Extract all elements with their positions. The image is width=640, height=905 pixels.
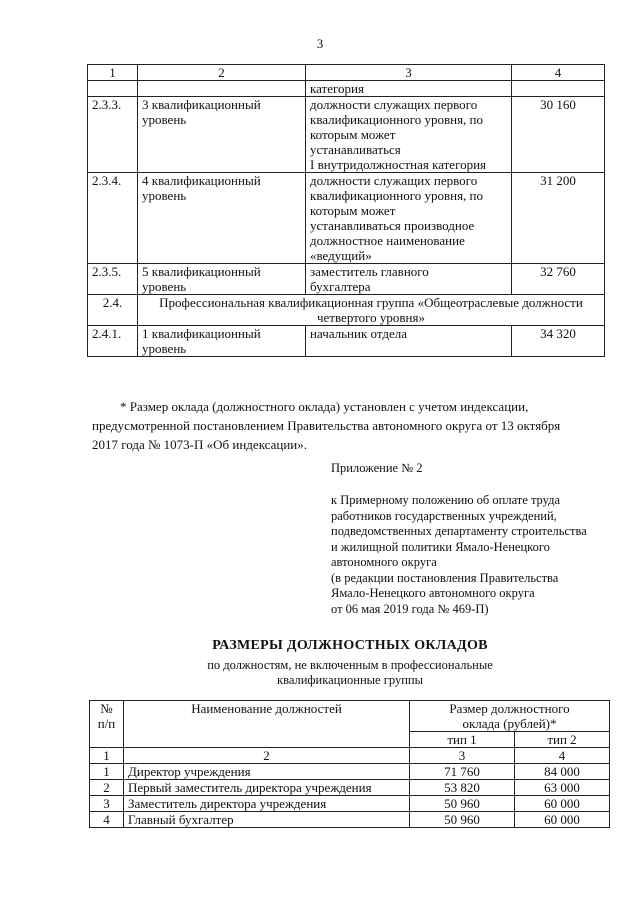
salary-type-2: 60 000 <box>515 812 610 828</box>
text-line: категория <box>310 81 364 96</box>
header-cell: 4 <box>512 65 605 81</box>
position-name: Главный бухгалтер <box>124 812 410 828</box>
salary-type-1: 50 960 <box>410 812 515 828</box>
text-line: которым может <box>310 127 396 142</box>
text-line: четвертого уровня» <box>317 310 425 325</box>
text-line: 1 квалификационный <box>142 326 261 341</box>
salary-type-2: 63 000 <box>515 780 610 796</box>
table-row <box>88 173 605 264</box>
group-row <box>88 295 605 326</box>
salary-value <box>512 81 605 97</box>
text-line: должности служащих первого <box>310 97 478 112</box>
row-number: 2.4.1. <box>88 326 138 357</box>
salary-value: 30 160 <box>512 97 605 173</box>
qualification-level <box>138 326 306 357</box>
appendix-line: от 06 мая 2019 года № 469-П) <box>331 601 489 616</box>
text-line: должностное наименование <box>310 233 465 248</box>
qualification-level <box>138 264 306 295</box>
row-number <box>88 81 138 97</box>
salary-type-1: 53 820 <box>410 780 515 796</box>
appendix-line: и жилищной политики Ямало-Ненецкого <box>331 539 550 554</box>
group-title <box>138 295 605 326</box>
row-number: 2.3.4. <box>88 173 138 264</box>
appendix-title: Приложение № 2 <box>331 461 423 475</box>
position-description <box>306 326 512 357</box>
subtitle-line: квалификационные группы <box>277 673 423 687</box>
position-description <box>306 81 512 97</box>
salary-type-2: 84 000 <box>515 764 610 780</box>
appendix-line: к Примерному положению об оплате труда <box>331 493 561 507</box>
column-number: 3 <box>410 748 515 764</box>
column-number-row <box>90 748 610 764</box>
text-line: уровень <box>142 279 187 294</box>
column-number: 4 <box>515 748 610 764</box>
group-number: 2.4. <box>88 295 138 326</box>
text-line: Профессиональная квалификационная группа «Общеотраслевые должности <box>159 295 583 310</box>
appendix-line: работников государственных учреждений, <box>331 508 557 523</box>
position-name: Заместитель директора учреждения <box>124 796 410 812</box>
page-number: 3 <box>316 36 324 51</box>
text-line: 3 квалификационный <box>142 97 261 112</box>
header-cell: 1 <box>88 65 138 81</box>
text-line: п/п <box>97 716 116 731</box>
table-header-row <box>88 65 605 81</box>
text-line: устанавливаться производное <box>310 218 475 233</box>
table-header-row <box>90 701 610 732</box>
header-position-name: Наименование должностей <box>124 701 410 748</box>
qualification-level <box>138 81 306 97</box>
position-description <box>306 264 512 295</box>
text-line: оклада (рублей)* <box>462 716 557 731</box>
text-line: уровень <box>142 112 187 127</box>
text-line: 4 квалификационный <box>142 173 261 188</box>
salary-value: 31 200 <box>512 173 605 264</box>
text-line: уровень <box>142 188 187 203</box>
salary-value: 32 760 <box>512 264 605 295</box>
document-title: РАЗМЕРЫ ДОЛЖНОСТНЫХ ОКЛАДОВ <box>212 638 488 653</box>
row-number: 2.3.3. <box>88 97 138 173</box>
row-number: 1 <box>90 764 124 780</box>
qualification-table <box>87 64 605 357</box>
text-line: «ведущий» <box>310 248 372 263</box>
text-line: Размер должностного <box>449 701 570 716</box>
text-line: бухгалтера <box>310 279 371 294</box>
column-number: 1 <box>90 748 124 764</box>
salary-type-2: 60 000 <box>515 796 610 812</box>
table-row <box>90 812 610 828</box>
appendix-line: Ямало-Ненецкого автономного округа <box>331 586 535 600</box>
appendix-line: (в редакции постановления Правительства <box>331 570 559 585</box>
table-row <box>88 326 605 357</box>
header-cell: 2 <box>138 65 306 81</box>
text-line: должности служащих первого <box>310 173 478 188</box>
table-row <box>88 97 605 173</box>
table-row <box>90 764 610 780</box>
position-name: Первый заместитель директора учреждения <box>124 780 410 796</box>
footnote-line: * Размер оклада (должностного оклада) установлен с учетом индексации, <box>120 399 529 414</box>
text-line: начальник отдела <box>310 326 408 341</box>
salary-type-1: 50 960 <box>410 796 515 812</box>
header-cell: 3 <box>306 65 512 81</box>
salary-type-1: 71 760 <box>410 764 515 780</box>
table-row <box>88 81 605 97</box>
footnote <box>92 397 612 454</box>
text-line: которым может <box>310 203 396 218</box>
header-number <box>90 701 124 748</box>
text-line: 5 квалификационный <box>142 264 261 279</box>
text-line: I внутридолжностная категория <box>310 157 487 172</box>
appendix-line: автономного округа <box>331 555 437 569</box>
position-description <box>306 97 512 173</box>
header-type-1: тип 1 <box>410 732 515 748</box>
row-number: 4 <box>90 812 124 828</box>
salary-table <box>89 700 610 828</box>
header-salary <box>410 701 610 732</box>
appendix-text <box>331 493 621 617</box>
text-line: квалификационного уровня, по <box>310 188 483 203</box>
position-name: Директор учреждения <box>124 764 410 780</box>
text-line: № <box>100 701 113 716</box>
row-number: 2 <box>90 780 124 796</box>
row-number: 3 <box>90 796 124 812</box>
subtitle-line: по должностям, не включенным в профессиональные <box>207 658 493 672</box>
text-line: устанавливаться <box>310 142 401 157</box>
qualification-level <box>138 173 306 264</box>
appendix-line: подведомственных департаменту строительства <box>331 524 587 538</box>
text-line: уровень <box>142 341 187 356</box>
position-description <box>306 173 512 264</box>
column-number: 2 <box>124 748 410 764</box>
header-type-2: тип 2 <box>515 732 610 748</box>
table-row <box>90 780 610 796</box>
document-subtitle <box>0 658 640 688</box>
table-row <box>90 796 610 812</box>
salary-value: 34 320 <box>512 326 605 357</box>
text-line: квалификационного уровня, по <box>310 112 483 127</box>
footnote-line: 2017 года № 1073-П «Об индексации». <box>92 437 308 452</box>
qualification-level <box>138 97 306 173</box>
row-number: 2.3.5. <box>88 264 138 295</box>
table-row <box>88 264 605 295</box>
footnote-line: предусмотренной постановлением Правительства автономного округа от 13 октября <box>92 418 561 433</box>
text-line: заместитель главного <box>310 264 429 279</box>
